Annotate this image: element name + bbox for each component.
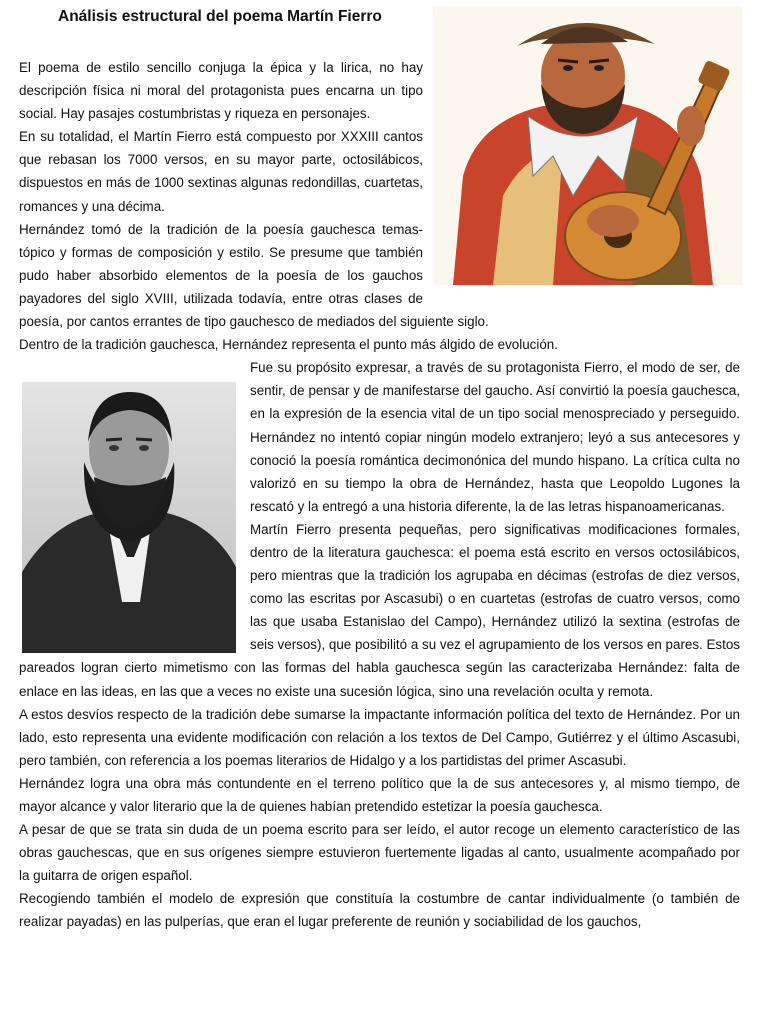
gaucho-guitar-illustration xyxy=(433,6,742,285)
paragraph-10: Recogiendo también el modelo de expresión que constituía la costumbre de cantar individualmente (o también de realizar payadas) en las pulperías, que eran el lugar preferente de reunión y sociabilidad de los gauchos, xyxy=(19,891,740,930)
document-body xyxy=(19,56,740,934)
paragraph-6: Martín Fierro presenta pequeñas, pero significativas modificaciones formales, dentro de la literatura gauchesca: el poema está escrito en versos octosilábicos, pero mientras que la tradición los agrupaba en décimas (estrofas de diez versos, como las escritas por Ascasubi) o en cuartetas (estrofas de cuatro versos, como las que usaba Estanislao del Campo), Hernández utilizó la sextina (estrofas de seis versos), que posibilitó a su vez el agrupamiento de los versos en pares. Estos pareados logran cierto mimetismo con las formas del habla gauchesca según las caracterizaba Hernández: falta de enlace en las ideas, en las que a veces no existe una sucesión lógica, sino una revelación oculta y remota. xyxy=(19,521,740,699)
paragraph-5: Fue su propósito expresar, a través de su protagonista Fierro, el modo de ser, de sentir, de pensar y de manifestarse del gaucho. Así convirtió la poesía gauchesca, en la expresión de la esencia vital de un tipo social menospreciado y perseguido. Hernández no intentó copiar ningún modelo extranjero; leyó a sus antecesores y conoció la poesía romántica decimonónica del mundo hispano. La crítica culta no valorizó en su tiempo la obra de Hernández, hasta que Leopoldo Lugones la rescató y la entregó a una historia diferente, la de las letras hispanoamericanas. xyxy=(250,360,740,514)
portrait-photo-icon xyxy=(22,382,236,653)
jose-hernandez-portrait xyxy=(22,382,236,653)
paragraph-2: En su totalidad, el Martín Fierro está compuesto por XXXIII cantos que rebasan los 7000 versos, en su mayor parte, octosilábicos, dispuestos en más de 1000 sextinas algunas redondillas, cuartetas, romances y una décima. xyxy=(19,129,423,214)
paragraph-4: Dentro de la tradición gauchesca, Hernández representa el punto más álgido de evolución. xyxy=(19,337,558,353)
paragraph-8: Hernández logra una obra más contundente en el terreno político que la de sus antecesores y, al mismo tiempo, de mayor alcance y valor literario que la de quienes habían pretendido estetizar la poesía gauchesca. xyxy=(19,775,740,814)
paragraph-7: A estos desvíos respecto de la tradición debe sumarse la impactante información política del texto de Hernández. Por un lado, esto representa una evidente modificación con relación a los textos de Del Campo, Gutiérrez y el último Ascasubi, pero también, con referencia a los poemas literarios de Hidalgo y a los partidistas del primer Ascasubi. xyxy=(19,706,740,768)
paragraph-1: El poema de estilo sencillo conjuga la épica y la lirica, no hay descripción física ni moral del protagonista pues encarna un tipo social. Hay pasajes costumbristas y riqueza en personajes. xyxy=(19,60,423,122)
gaucho-illustration-icon xyxy=(433,6,742,285)
paragraph-9: A pesar de que se trata sin duda de un poema escrito para ser leído, el autor recoge un elemento característico de las obras gauchescas, que en sus orígenes siempre estuvieron fuertemente ligadas al canto, usualmente acompañado por la guitarra de origen español. xyxy=(19,822,740,884)
document-title: Análisis estructural del poema Martín Fierro xyxy=(58,8,382,25)
paragraph-3: Hernández tomó de la tradición de la poesía gauchesca temas-tópico y formas de composición y estilo. Se presume que también pudo haber absorbido elementos de la poesía de los gauchos payadores del siglo XVIII, utilizada todavía, entre otras clases de poesía, por cantos errantes de tipo gauchesco de mediados del siguiente siglo. xyxy=(19,221,489,330)
